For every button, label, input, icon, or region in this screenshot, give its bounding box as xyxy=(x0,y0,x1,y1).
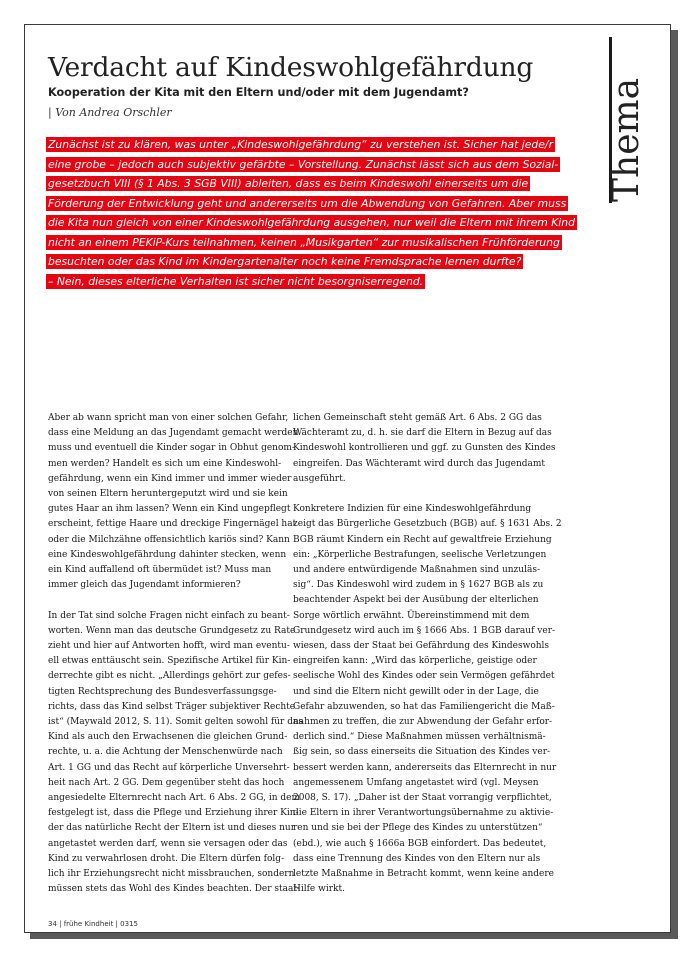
page-footer: 34 | frühe Kindheit | 0315 xyxy=(48,920,138,928)
body-line: heit nach Art. 2 GG. Dem gegenüber steht das hoch xyxy=(48,777,285,788)
body-line: sig“. Das Kindeswohl wird zudem in § 1627 BGB als zu xyxy=(293,580,544,591)
body-line: In der Tat sind solche Fragen nicht einfach zu beant- xyxy=(48,610,290,621)
body-line: von seinen Eltern heruntergeputzt wird und sie kein xyxy=(48,489,288,500)
body-line: ein: „Körperliche Bestrafungen, seelische Verletzungen xyxy=(293,549,547,560)
section-label: Thema xyxy=(606,77,647,202)
body-line: Art. 1 GG und das Recht auf körperliche Unversehrt- xyxy=(48,762,290,773)
body-line: richts, dass das Kind selbst Träger subjektiver Rechte xyxy=(48,701,296,712)
body-line: zieht und hier auf Antworten hofft, wird man eventu- xyxy=(48,641,290,652)
body-line: angemessenem Umfang angetastet wird (vgl. Meysen xyxy=(293,777,539,788)
lead-highlight: Förderung der Entwicklung geht und andererseits um die Abwendung von Gefahren. Aber muss xyxy=(48,196,567,210)
magazine-page xyxy=(24,24,671,933)
body-line: eingreifen kann: „Wird das körperliche, geistige oder xyxy=(293,656,537,667)
body-line: derlich sind.“ Diese Maßnahmen müssen verhältnismä- xyxy=(293,732,546,743)
body-line: tigten Rechtsprechung des Bundesverfassungsge- xyxy=(48,686,277,697)
body-line: ren und sie bei der Pflege des Kindes zu unterstützen“ xyxy=(293,823,543,834)
body-line: bessert werden kann, andererseits das Elternrecht in nur xyxy=(293,762,557,773)
body-line: festgelegt ist, dass die Pflege und Erziehung ihrer Kin- xyxy=(48,808,299,819)
paragraph-gap xyxy=(48,593,286,608)
body-line: angesiedelte Elternrecht nach Art. 6 Abs. 2 GG, in dem xyxy=(48,793,300,804)
lead-line xyxy=(46,155,592,175)
lead-highlight: nicht an einem PEKiP-Kurs teilnahmen, keinen „Musikgarten“ zur musikalischen Frühförderung xyxy=(48,235,560,249)
article-title: Verdacht auf Kindeswohlgefährdung xyxy=(48,52,534,83)
article-subtitle: Kooperation der Kita mit den Eltern und/oder mit dem Jugendamt? xyxy=(48,86,469,99)
body-line: zeigt das Bürgerliche Gesetzbuch (BGB) auf. § 1631 Abs. 2 xyxy=(293,519,562,530)
body-column-right xyxy=(293,411,562,897)
body-line: Kind zu verwahrlosen droht. Die Eltern dürfen folg- xyxy=(48,853,285,864)
body-line: angetastet werden darf, wenn sie versagen oder das xyxy=(48,838,288,849)
body-line: dass eine Trennung des Kindes von den Eltern nur als xyxy=(293,853,541,864)
body-line: muss und eventuell die Kinder sogar in Obhut genom- xyxy=(48,443,295,454)
body-line: Kind als auch den Erwachsenen die gleichen Grund- xyxy=(48,732,288,743)
body-line: lichen Gemeinschaft steht gemäß Art. 6 Abs. 2 GG das xyxy=(293,413,542,423)
lead-highlight: eine grobe – jedoch auch subjektiv gefärbte – Vorstellung. Zunächst lässt sich aus dem Sozial- xyxy=(48,157,559,171)
body-line: beachtender Aspekt bei der Ausübung der elterlichen xyxy=(293,595,539,606)
article-byline: | Von Andrea Orschler xyxy=(48,106,172,119)
body-line: BGB räumt Kindern ein Recht auf gewaltfreie Erziehung xyxy=(293,534,552,545)
lead-highlight: besuchten oder das Kind im Kindergartenalter noch keine Fremdsprache lernen durfte? xyxy=(48,255,522,268)
lead-paragraph xyxy=(46,135,592,291)
body-line: Grundgesetz wird auch im § 1666 Abs. 1 BGB darauf ver- xyxy=(293,625,556,636)
lead-line xyxy=(46,252,592,272)
section-marker xyxy=(602,37,650,203)
body-line: oder die Milchzähne offensichtlich kariös sind? Kann xyxy=(48,534,290,545)
body-line: immer gleich das Jugendamt informieren? xyxy=(48,580,241,591)
body-line: men werden? Handelt es sich um eine Kindeswohl- xyxy=(48,458,282,469)
body-line: ell etwas enttäuscht sein. Spezifische Artikel für Kin- xyxy=(48,656,291,667)
body-line: die Eltern in ihrer Verantwortungsübernahme zu aktivie- xyxy=(293,808,554,819)
body-line: Kindeswohl kontrollieren und ggf. zu Gunsten des Kindes xyxy=(293,443,556,454)
lead-line xyxy=(46,135,592,155)
body-line: wiesen, dass der Staat bei Gefährdung des Kindeswohls xyxy=(293,641,550,652)
body-line: Hilfe wirkt. xyxy=(293,884,345,895)
body-line: der das natürliche Recht der Eltern ist und dieses nur xyxy=(48,823,296,834)
body-line: 2008, S. 17). „Daher ist der Staat vorrangig verpflichtet, xyxy=(293,793,552,804)
lead-highlight: – Nein, dieses elterliche Verhalten ist sicher nicht besorgniserregend. xyxy=(48,274,424,288)
lead-line xyxy=(46,233,592,253)
body-line: worten. Wenn man das deutsche Grundgesetz zu Rate xyxy=(48,625,296,636)
body-line: rechte, u. a. die Achtung der Menschenwürde nach xyxy=(48,747,283,758)
body-line: Konkretere Indizien für eine Kindeswohlgefährdung xyxy=(293,504,532,515)
body-line: Aber ab wann spricht man von einer solchen Gefahr, xyxy=(48,413,289,423)
lead-line xyxy=(46,272,592,292)
body-line: erscheint, fettige Haare und dreckige Fingernägel hat xyxy=(48,519,297,530)
lead-highlight: die Kita nun gleich von einer Kindeswohlgefährdung ausgehen, nur weil die Eltern mit ihrem Kind xyxy=(48,216,575,229)
body-line: derrechte gibt es nicht. „Allerdings gehört zur gefes- xyxy=(48,671,291,682)
body-line: Sorge wörtlich erwähnt. Übereinstimmend mit dem xyxy=(293,610,530,621)
body-line: seelische Wohl des Kindes oder sein Vermögen gefährdet xyxy=(293,671,555,682)
paragraph-gap xyxy=(293,487,531,502)
body-line: ein Kind auffallend oft übermüdet ist? Muss man xyxy=(48,565,272,576)
body-line: und sind die Eltern nicht gewillt oder in der Lage, die xyxy=(293,686,539,697)
lead-highlight: gesetzbuch VIII (§ 1 Abs. 3 SGB VIII) ableiten, dass es beim Kindeswohl einerseits um die xyxy=(48,177,529,190)
body-line: letzte Maßnahme in Betracht kommt, wenn keine andere xyxy=(293,869,554,880)
body-line: (ebd.), wie auch § 1666a BGB einfordert. Das bedeutet, xyxy=(293,838,547,849)
body-line: eine Kindeswohlgefährdung dahinter stecken, wenn xyxy=(48,549,287,560)
body-line: ßig sein, so dass einerseits die Situation des Kindes ver- xyxy=(293,747,551,758)
body-line: lich ihr Erziehungsrecht nicht missbrauchen, sondern xyxy=(48,869,295,880)
body-line: ist“ (Maywald 2012, S. 11). Somit gelten sowohl für das xyxy=(48,717,303,728)
body-line: Gefahr abzuwenden, so hat das Familiengericht die Maß- xyxy=(293,701,555,712)
body-column-left xyxy=(48,411,303,897)
body-line: Wächteramt zu, d. h. sie darf die Eltern in Bezug auf das xyxy=(293,428,552,439)
lead-line xyxy=(46,194,592,214)
lead-line xyxy=(46,174,592,194)
body-line: gutes Haar an ihm lassen? Wenn ein Kind ungepflegt xyxy=(48,504,291,515)
body-line: dass eine Meldung an das Jugendamt gemacht werden xyxy=(48,428,299,439)
body-line: eingreifen. Das Wächteramt wird durch das Jugendamt xyxy=(293,458,546,469)
body-line: müssen stets das Wohl des Kindes beachten. Der staat- xyxy=(48,884,301,895)
lead-highlight: Zunächst ist zu klären, was unter „Kindeswohlgefährdung“ zu verstehen ist. Sicher hat jede/r xyxy=(48,138,554,151)
body-line: gefährdung, wenn ein Kind immer und immer wieder xyxy=(48,473,292,484)
body-line: ausgeführt. xyxy=(293,473,346,484)
lead-line xyxy=(46,213,592,233)
body-line: und andere entwürdigende Maßnahmen sind unzuläs- xyxy=(293,565,540,576)
body-line: nahmen zu treffen, die zur Abwendung der Gefahr erfor- xyxy=(293,717,553,728)
